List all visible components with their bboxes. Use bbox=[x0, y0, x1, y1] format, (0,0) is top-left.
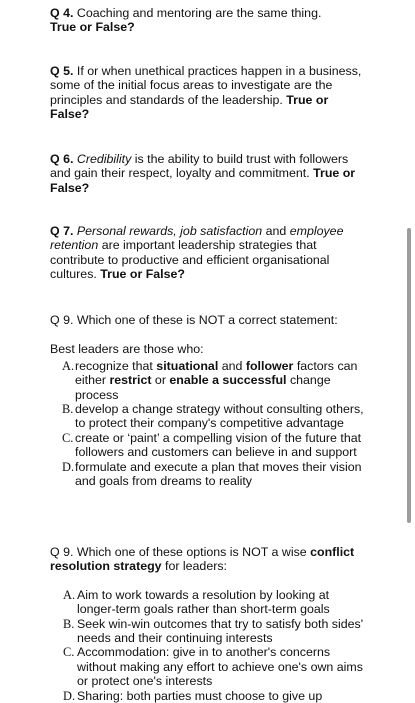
option-list bbox=[50, 588, 370, 703]
option-b bbox=[50, 617, 370, 646]
question-intro: Best leaders are those who: bbox=[50, 342, 204, 357]
question-text: Which one of these is NOT a correct statement: bbox=[76, 313, 338, 327]
question-6 bbox=[50, 152, 370, 195]
conjunction: and bbox=[265, 224, 287, 238]
option-text: or bbox=[154, 373, 166, 388]
option-letter: C. bbox=[63, 645, 75, 660]
option-list bbox=[50, 359, 370, 489]
question-text: for leaders: bbox=[165, 559, 227, 574]
option-d bbox=[50, 460, 370, 489]
option-keyword: follower bbox=[245, 358, 294, 373]
question-number: Q 9. bbox=[50, 545, 74, 559]
question-9-statements bbox=[50, 313, 370, 488]
question-number: Q 5. bbox=[50, 64, 74, 78]
option-text: create or ‘paint’ a compelling vision of the future that followers and customers can believe in and support bbox=[75, 430, 362, 460]
question-text: Which one of these options is NOT a wise bbox=[76, 545, 307, 559]
option-d bbox=[50, 689, 370, 703]
question-7 bbox=[50, 224, 370, 282]
question-number: Q 7. bbox=[50, 224, 74, 238]
option-text: and bbox=[221, 358, 243, 373]
option-keyword: restrict bbox=[109, 373, 152, 388]
option-text: Sharing: both parties must choose to give up bbox=[77, 688, 323, 703]
option-letter: A. bbox=[63, 587, 76, 602]
option-letter: D. bbox=[63, 688, 76, 703]
option-c bbox=[50, 645, 370, 688]
true-false-prompt: True or False? bbox=[50, 166, 356, 195]
question-4 bbox=[50, 6, 370, 35]
true-false-prompt: True or False? bbox=[50, 20, 135, 35]
option-a bbox=[50, 588, 370, 617]
option-text: recognize that bbox=[75, 358, 153, 373]
question-text: Coaching and mentoring are the same thing. bbox=[76, 6, 322, 20]
option-letter: B. bbox=[63, 616, 75, 631]
question-number: Q 9. bbox=[50, 313, 74, 327]
question-number: Q 4. bbox=[50, 6, 74, 20]
question-text: are important leadership strategies that contribute to productive and efficient organisational cultures. bbox=[50, 238, 330, 282]
option-letter: A. bbox=[62, 358, 75, 373]
option-keyword: situational bbox=[156, 358, 219, 373]
question-9-conflict bbox=[50, 545, 370, 703]
option-keyword: enable a successful bbox=[169, 373, 287, 388]
question-term: Personal rewards, job satisfaction bbox=[76, 224, 263, 238]
option-text: develop a change strategy without consulting others, to protect their company's competitive advantage bbox=[75, 402, 364, 431]
option-letter: B. bbox=[62, 402, 74, 417]
question-term: employee retention bbox=[50, 224, 344, 253]
question-text: is the ability to build trust with followers and gain their respect, loyalty and commitment. bbox=[50, 152, 349, 181]
option-a bbox=[50, 359, 370, 402]
option-text: Accommodation: give in to another's concerns without making any effort to achieve one's own aims or protect one's interests bbox=[77, 645, 363, 689]
true-false-prompt: True or False? bbox=[100, 267, 185, 282]
question-5 bbox=[50, 64, 370, 122]
question-text: If or when unethical practices happen in a business, some of the initial focus areas to investigate are the principles and standards of the leadership. bbox=[50, 64, 362, 107]
option-text: change process bbox=[75, 373, 331, 402]
question-term: Credibility bbox=[76, 152, 132, 166]
option-b bbox=[50, 402, 370, 431]
question-keyword: conflict resolution strategy bbox=[50, 545, 355, 574]
option-text: Seek win-win outcomes that try to satisfy both sides' needs and their continuing interests bbox=[77, 616, 364, 646]
true-false-prompt: True or False? bbox=[50, 92, 329, 122]
option-text: formulate and execute a plan that moves their vision and goals from dreams to reality bbox=[75, 459, 362, 489]
option-letter: C. bbox=[62, 430, 74, 445]
question-number: Q 6. bbox=[50, 152, 74, 166]
option-c bbox=[50, 431, 370, 460]
option-text: factors can either bbox=[75, 358, 358, 388]
vertical-scrollbar[interactable] bbox=[407, 228, 411, 523]
option-text: Aim to work towards a resolution by looking at longer-term goals rather than short-term goals bbox=[77, 587, 330, 617]
option-letter: D. bbox=[62, 459, 75, 474]
